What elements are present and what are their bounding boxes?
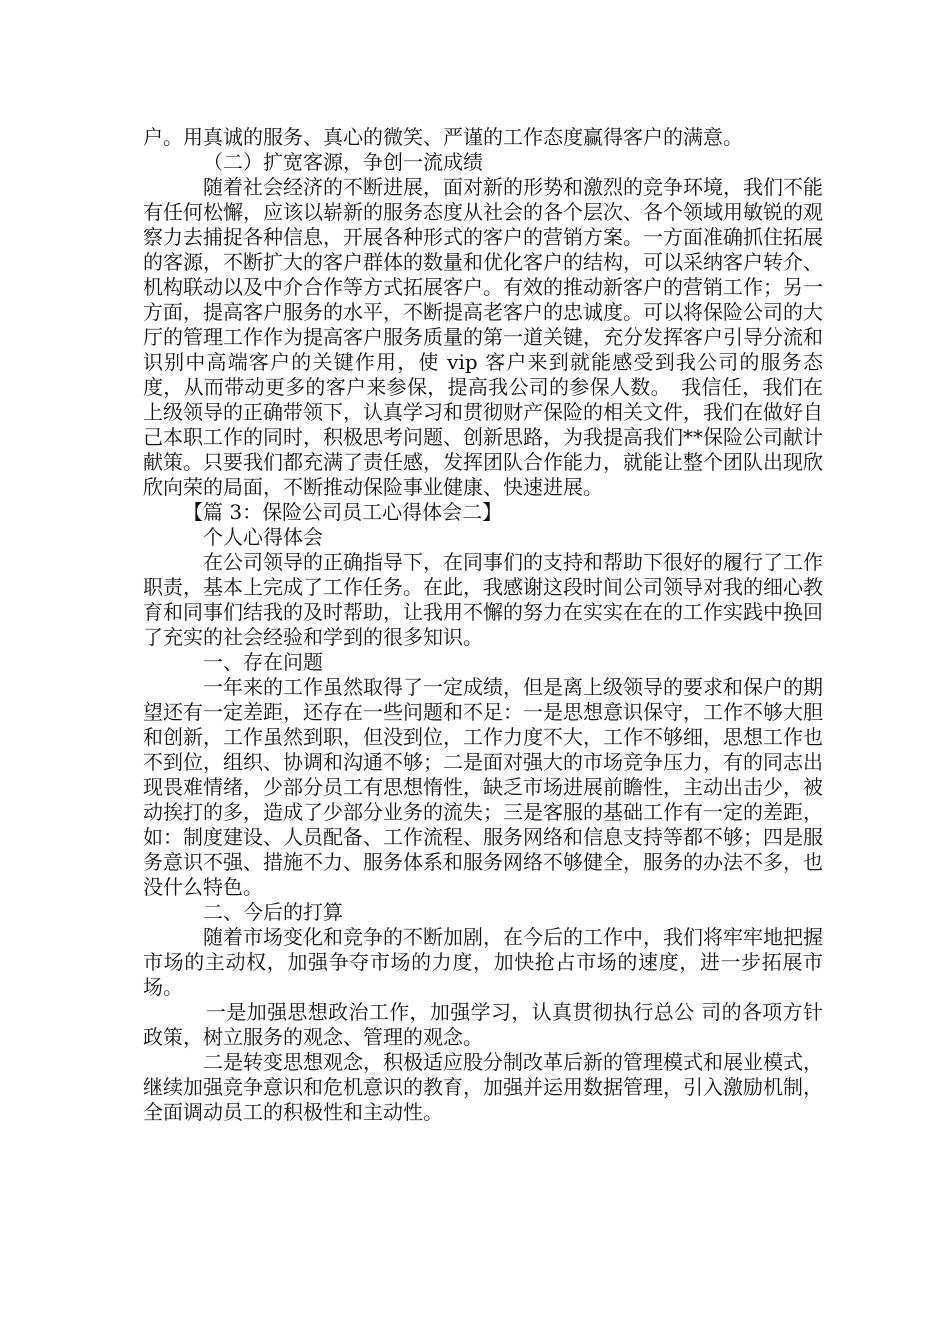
paragraph-continuation: 户。用真诚的服务、真心的微笑、严谨的工作态度赢得客户的满意。: [143, 125, 743, 149]
section-heading-plans: 二、今后的打算: [203, 900, 343, 924]
article-title: 【篇 3：保险公司员工心得体会二】: [183, 500, 503, 524]
document-body: [143, 125, 823, 1125]
section-heading-problems: 一、存在问题: [203, 650, 323, 674]
paragraph-customer-expansion: 随着社会经济的不断进展，面对新的形势和激烈的竞争环境，我们不能有任何松懈，应该以崭新的服务态度从社会的各个层次、各个领域用敏锐的观察力去捕捉各种信息，开展各种形式的客户的营销方案。一方面准确抓住拓展的客源，不断扩大的客户群体的数量和优化客户的结构，可以采纳客户转介、机构联动以及中介合作等方式拓展客户。有效的推动新客户的营销工作；另一方面，提高客户服务的水平，不断提高老客户的忠诚度。可以将保险公司的大厅的管理工作作为提高客户服务质量的第一道关键，充分发挥客户引导分流和识别中高端客户的关键作用，使 vip 客户来到就能感受到我公司的服务态度，从而带动更多的客户来参保，提高我公司的参保人数。 我信任，我们在上级领导的正确带领下，认真学习和贯彻财产保险的相关文件，我们在做好自己本职工作的同时，积极思考问题、创新思路，为我提高我们**保险公司献计献策。只要我们都充满了责任感，发挥团队合作能力，就能让整个团队出现欣欣向荣的局面，不断推动保险事业健康、快速进展。: [143, 175, 823, 499]
paragraph-plan-two: 二是转变思想观念，积极适应股分制改革后新的管理模式和展业模式，继续加强竞争意识和危机意识的教育，加强并运用数据管理，引入激励机制，全面调动员工的积极性和主动性。: [143, 1050, 823, 1124]
subtitle-personal-experience: 个人心得体会: [203, 525, 323, 549]
paragraph-plan-one: 一是加强思想政治工作，加强学习，认真贯彻执行总公 司的各项方针政策，树立服务的观念、管理的观念。: [143, 1000, 823, 1049]
paragraph-introduction: 在公司领导的正确指导下，在同事们的支持和帮助下很好的履行了工作职责，基本上完成了工作任务。在此，我感谢这段时间公司领导对我的细心教育和同事们结我的及时帮助，让我用不懈的努力在实实在在的工作实践中换回了充实的社会经验和学到的很多知识。: [143, 550, 823, 649]
paragraph-plans-intro: 随着市场变化和竞争的不断加剧，在今后的工作中，我们将牢牢地把握市场的主动权，加强争夺市场的力度，加快抢占市场的速度，进一步拓展市场。: [143, 925, 823, 999]
paragraph-problems: 一年来的工作虽然取得了一定成绩，但是离上级领导的要求和保户的期望还有一定差距，还存在一些问题和不足：一是思想意识保守，工作不够大胆和创新，工作虽然到职，但没到位，工作力度不大，工作不够细，思想工作也不到位，组织、协调和沟通不够；二是面对强大的市场竞争压力，有的同志出现畏难情绪，少部分员工有思想惰性，缺乏市场进展前瞻性，主动出击少，被动挨打的多，造成了少部分业务的流失；三是客服的基础工作有一定的差距，如：制度建设、人员配备、工作流程、服务网络和信息支持等都不够；四是服务意识不强、措施不力、服务体系和服务网络不够健全，服务的办法不多，也没什么特色。: [143, 675, 823, 899]
section-heading-expand-customers: （二）扩宽客源，争创一流成绩: [203, 150, 483, 174]
